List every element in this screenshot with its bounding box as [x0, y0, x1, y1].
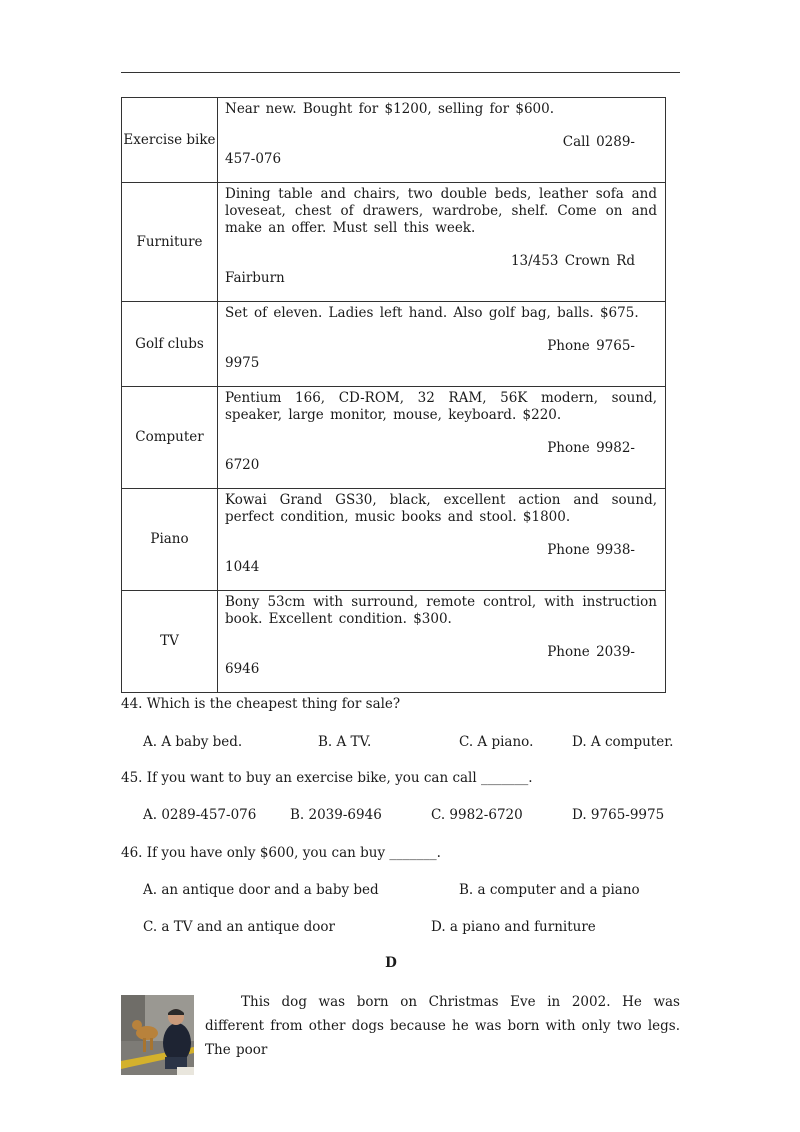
ad-item-name: TV — [122, 591, 218, 693]
option-b[interactable]: B. 2039-6946 — [290, 807, 382, 823]
ad-text: Kowai Grand GS30, black, excellent action and sound, perfect condition, music books and stool. $1800. — [225, 492, 657, 525]
option-b[interactable]: B. A TV. — [318, 734, 372, 750]
ad-contact-tail: 6720 — [225, 457, 260, 473]
ad-description — [218, 591, 666, 693]
top-rule — [121, 72, 680, 73]
classified-ads-table — [121, 97, 666, 693]
dog-photo — [121, 995, 194, 1075]
question-45: 45. If you want to buy an exercise bike, you can call _______. — [121, 770, 533, 786]
ad-text: Dining table and chairs, two double beds, leather sofa and loveseat, chest of drawers, wardrobe, shelf. Come on and make an offer. Must sell this week. — [225, 186, 657, 236]
ad-text: Pentium 166, CD-ROM, 32 RAM, 56K modern, sound, speaker, large monitor, mouse, keyboard. $220. — [225, 390, 657, 423]
ad-description — [218, 183, 666, 302]
ad-description — [218, 489, 666, 591]
ad-contact: Call 0289- — [562, 134, 635, 150]
option-a[interactable]: A. 0289-457-076 — [143, 807, 257, 823]
ad-text: Near new. Bought for $1200, selling for $600. — [225, 101, 555, 117]
table-row — [122, 489, 666, 591]
ad-description — [218, 387, 666, 489]
ad-contact: Phone 9765- — [547, 338, 635, 354]
ad-description — [218, 98, 666, 183]
ad-item-name: Furniture — [122, 183, 218, 302]
ad-item-name: Piano — [122, 489, 218, 591]
ad-description — [218, 302, 666, 387]
passage — [205, 990, 680, 1062]
ad-contact: Phone 2039- — [547, 644, 635, 660]
section-heading: D — [385, 955, 397, 971]
option-d[interactable]: D. 9765-9975 — [572, 807, 665, 823]
ad-contact-tail: 1044 — [225, 559, 260, 575]
ad-text: Set of eleven. Ladies left hand. Also golf bag, balls. $675. — [225, 305, 639, 321]
ad-contact-tail: 457-076 — [225, 151, 282, 167]
ad-contact: Phone 9982- — [547, 440, 635, 456]
option-d[interactable]: D. a piano and furniture — [431, 919, 596, 935]
ad-item-name: Exercise bike — [122, 98, 218, 183]
ad-contact-tail: Fairburn — [225, 270, 285, 286]
option-d[interactable]: D. A computer. — [572, 734, 674, 750]
ad-text: Bony 53cm with surround, remote control, with instruction book. Excellent condition. $300. — [225, 594, 657, 627]
ad-contact-tail: 6946 — [225, 661, 260, 677]
question-45-options — [143, 807, 683, 825]
ad-contact: Phone 9938- — [547, 542, 635, 558]
question-46-options-row2 — [143, 919, 683, 937]
table-row — [122, 183, 666, 302]
option-b[interactable]: B. a computer and a piano — [459, 882, 640, 898]
table-row — [122, 591, 666, 693]
question-46: 46. If you have only $600, you can buy _______. — [121, 845, 441, 861]
question-46-options-row1 — [143, 882, 683, 900]
table-row — [122, 387, 666, 489]
option-a[interactable]: A. an antique door and a baby bed — [143, 882, 379, 898]
question-44: 44. Which is the cheapest thing for sale? — [121, 696, 401, 712]
ad-item-name: Computer — [122, 387, 218, 489]
question-44-options — [143, 734, 683, 752]
table-row — [122, 98, 666, 183]
table-row — [122, 302, 666, 387]
option-c[interactable]: C. a TV and an antique door — [143, 919, 335, 935]
option-c[interactable]: C. 9982-6720 — [431, 807, 523, 823]
ad-contact: 13/453 Crown Rd — [510, 253, 635, 269]
ad-item-name: Golf clubs — [122, 302, 218, 387]
ad-contact-tail: 9975 — [225, 355, 260, 371]
option-a[interactable]: A. A baby bed. — [143, 734, 243, 750]
option-c[interactable]: C. A piano. — [459, 734, 534, 750]
passage-text: This dog was born on Christmas Eve in 2002. He was different from other dogs because he was born with only two legs. The poor — [205, 994, 680, 1058]
